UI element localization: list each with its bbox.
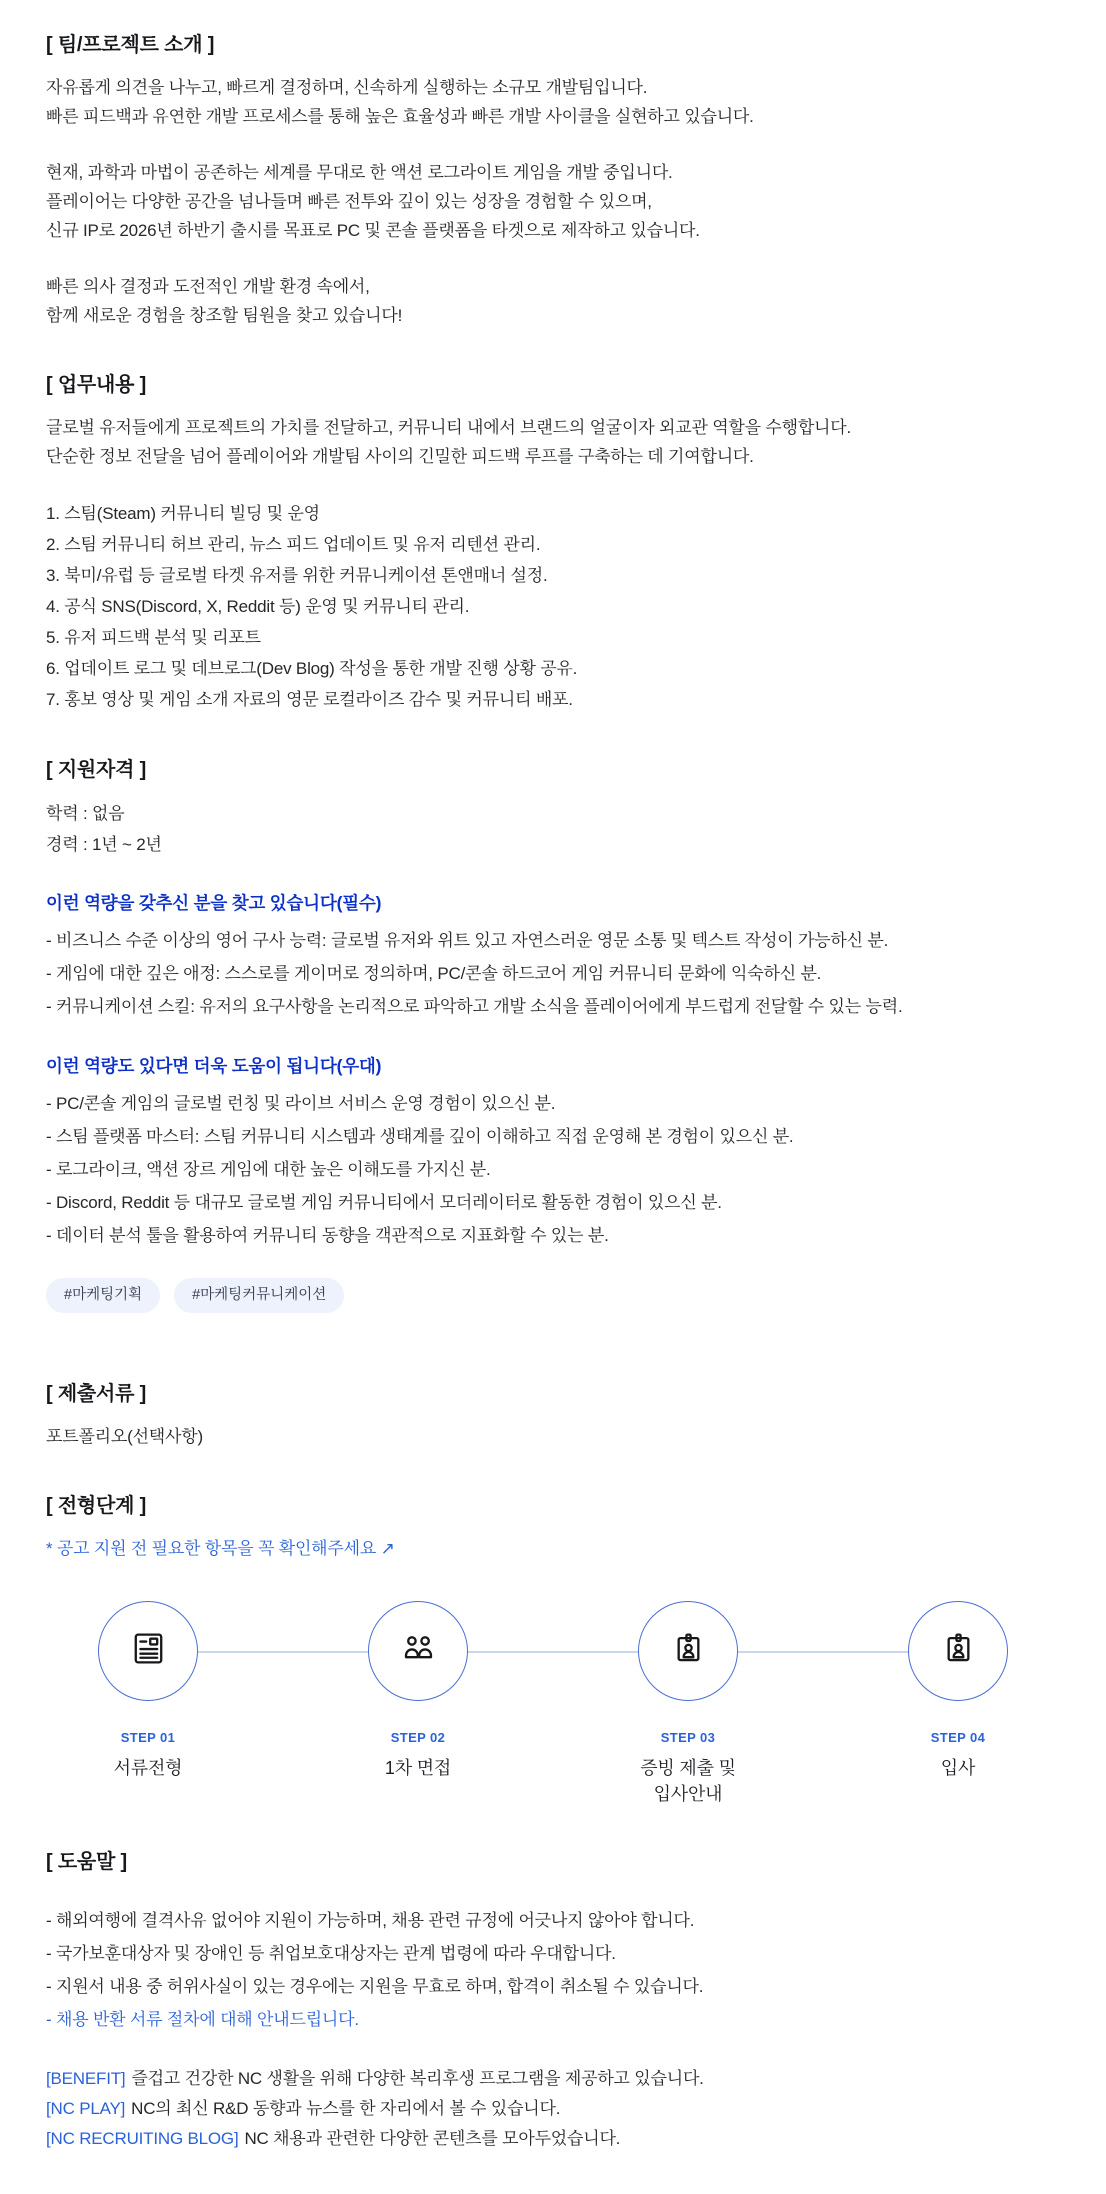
step-circle <box>368 1601 468 1701</box>
duty-item: 1. 스팀(Steam) 커뮤니티 빌딩 및 운영 <box>46 504 320 523</box>
benefit-line <box>46 2064 1060 2094</box>
section-title-duties: [ 업무내용 ] <box>46 374 147 396</box>
step-circle <box>908 1601 1008 1701</box>
help-list <box>46 1904 1060 2036</box>
duty-item: 6. 업데이트 로그 및 데브로그(Dev Blog) 작성을 통한 개발 진행 상황 공유. <box>46 659 578 678</box>
duty-item: 3. 북미/유럽 등 글로벌 타겟 유저를 위한 커뮤니케이션 톤앤매너 설정. <box>46 566 548 585</box>
required-skills-heading: 이런 역량을 갖추신 분을 찾고 있습니다(필수) <box>46 893 382 913</box>
duties-lead <box>46 413 1060 471</box>
required-skill-item: - 커뮤니케이션 스킬: 유저의 요구사항을 논리적으로 파악하고 개발 소식을 플레이어에게 부드럽게 전달할 수 있는 능력. <box>46 997 903 1016</box>
intro-paragraph-1 <box>46 73 1060 131</box>
preferred-skill-item: - PC/콘솔 게임의 글로벌 런칭 및 라이브 서비스 운영 경험이 있으신 분. <box>46 1094 556 1113</box>
body-line: 글로벌 유저들에게 프로젝트의 가치를 전달하고, 커뮤니티 내에서 브랜드의 얼굴이자 외교관 역할을 수행합니다. <box>46 418 852 437</box>
career-requirement: 경력 : 1년 ~ 2년 <box>46 835 162 854</box>
preferred-skill-item: - Discord, Reddit 등 대규모 글로벌 게임 커뮤니티에서 모더레이터로 활동한 경험이 있으신 분. <box>46 1193 722 1212</box>
body-line: 빠른 의사 결정과 도전적인 개발 환경 속에서, <box>46 277 370 296</box>
step-circle <box>638 1601 738 1701</box>
body-line: 단순한 정보 전달을 넘어 플레이어와 개발팀 사이의 긴밀한 피드백 루프를 구축하는 데 기여합니다. <box>46 447 754 466</box>
preferred-skill-item: - 로그라이크, 액션 장르 게임에 대한 높은 이해도를 가지신 분. <box>46 1160 491 1179</box>
bottom-links <box>46 2064 1060 2154</box>
duty-item: 5. 유저 피드백 분석 및 리포트 <box>46 628 261 647</box>
process-steps <box>46 1601 1060 1807</box>
step-first-interview <box>316 1601 520 1807</box>
preferred-skills-heading: 이런 역량도 있다면 더욱 도움이 됩니다(우대) <box>46 1056 382 1076</box>
tag-marketing-planning[interactable]: #마케팅기획 <box>46 1278 160 1313</box>
step-label: 입사 <box>940 1757 976 1778</box>
nc-recruiting-blog-line <box>46 2124 1060 2154</box>
step-joining <box>856 1601 1060 1807</box>
education-requirement: 학력 : 없음 <box>46 804 125 823</box>
preferred-skill-item: - 스팀 플랫폼 마스터: 스팀 커뮤니티 시스템과 생태계를 깊이 이해하고 직접 운영해 본 경험이 있으신 분. <box>46 1127 794 1146</box>
documents-content: 포트폴리오(선택사항) <box>46 1426 203 1446</box>
body-line: 함께 새로운 경험을 창조할 팀원을 찾고 있습니다! <box>46 306 403 325</box>
preferred-skills-list <box>46 1087 1060 1252</box>
document-return-link[interactable]: - 채용 반환 서류 절차에 대해 안내드립니다. <box>46 2009 359 2029</box>
step-number: STEP 03 <box>660 1729 716 1745</box>
help-item: - 해외여행에 결격사유 없어야 지원이 가능하며, 채용 관련 규정에 어긋나지 않아야 합니다. <box>46 1910 695 1930</box>
duty-item: 7. 홍보 영상 및 게임 소개 자료의 영문 로컬라이즈 감수 및 커뮤니티 배포. <box>46 690 573 709</box>
step-label: 1차 면접 <box>384 1757 452 1778</box>
tag-marketing-communication[interactable]: #마케팅커뮤니케이션 <box>174 1278 344 1313</box>
body-line: 플레이어는 다양한 공간을 넘나들며 빠른 전투와 깊이 있는 성장을 경험할 수 있으며, <box>46 192 652 211</box>
step-number: STEP 02 <box>390 1729 446 1745</box>
nc-recruiting-blog-text: NC 채용과 관련한 다양한 콘텐츠를 모아두었습니다. <box>244 2128 621 2148</box>
duties-list <box>46 498 1060 715</box>
id-card-icon <box>940 1630 977 1672</box>
apply-notice-link[interactable]: * 공고 지원 전 필요한 항목을 꼭 확인해주세요 ↗ <box>46 1538 395 1558</box>
required-skill-item: - 게임에 대한 깊은 애정: 스스로를 게이머로 정의하며, PC/콘솔 하드코어 게임 커뮤니티 문화에 익숙하신 분. <box>46 964 822 983</box>
body-line: 신규 IP로 2026년 하반기 출시를 목표로 PC 및 콘솔 플랫폼을 타겟으로 제작하고 있습니다. <box>46 221 700 240</box>
section-title-team-intro: [ 팀/프로젝트 소개 ] <box>46 34 215 56</box>
body-line: 현재, 과학과 마법이 공존하는 세계를 무대로 한 액션 로그라이트 게임을 개발 중입니다. <box>46 163 673 182</box>
people-icon <box>400 1630 437 1672</box>
step-number: STEP 01 <box>120 1729 176 1745</box>
step-number: STEP 04 <box>930 1729 986 1745</box>
intro-paragraph-2 <box>46 158 1060 245</box>
step-circle <box>98 1601 198 1701</box>
section-title-help: [ 도움말 ] <box>46 1850 127 1873</box>
duty-item: 2. 스팀 커뮤니티 허브 관리, 뉴스 피드 업데이트 및 유저 리텐션 관리. <box>46 535 541 554</box>
section-title-qualification: [ 지원자격 ] <box>46 759 147 781</box>
section-title-process: [ 전형단계 ] <box>46 1494 147 1517</box>
nc-play-link[interactable]: [NC PLAY] <box>46 2098 126 2118</box>
help-item: - 국가보훈대상자 및 장애인 등 취업보호대상자는 관계 법령에 따라 우대합니다. <box>46 1943 616 1963</box>
preferred-skill-item: - 데이터 분석 툴을 활용하여 커뮤니티 동향을 객관적으로 지표화할 수 있는 분. <box>46 1226 609 1245</box>
nc-play-text: NC의 최신 R&D 동향과 뉴스를 한 자리에서 볼 수 있습니다. <box>131 2098 561 2118</box>
step-label: 증빙 제출 및 입사안내 <box>640 1757 736 1804</box>
step-label: 서류전형 <box>113 1757 183 1778</box>
intro-paragraph-3 <box>46 272 1060 330</box>
required-skills-list <box>46 924 1060 1023</box>
body-line: 빠른 피드백과 유연한 개발 프로세스를 통해 높은 효율성과 빠른 개발 사이클을 실현하고 있습니다. <box>46 107 754 126</box>
benefit-link[interactable]: [BENEFIT] <box>46 2068 126 2088</box>
step-document-screening <box>46 1601 250 1807</box>
nc-recruiting-blog-link[interactable]: [NC RECRUITING BLOG] <box>46 2128 239 2148</box>
nc-play-line <box>46 2094 1060 2124</box>
help-item: - 지원서 내용 중 허위사실이 있는 경우에는 지원을 무효로 하며, 합격이 취소될 수 있습니다. <box>46 1976 704 1996</box>
resume-icon <box>130 1630 167 1672</box>
required-skill-item: - 비즈니스 수준 이상의 영어 구사 능력: 글로벌 유저와 위트 있고 자연스러운 영문 소통 및 텍스트 작성이 가능하신 분. <box>46 931 889 950</box>
section-title-documents: [ 제출서류 ] <box>46 1382 147 1405</box>
tag-list <box>46 1278 1060 1313</box>
benefit-text: 즐겁고 건강한 NC 생활을 위해 다양한 복리후생 프로그램을 제공하고 있습니다. <box>131 2068 704 2088</box>
body-line: 자유롭게 의견을 나누고, 빠르게 결정하며, 신속하게 실행하는 소규모 개발팀입니다. <box>46 78 648 97</box>
duty-item: 4. 공식 SNS(Discord, X, Reddit 등) 운영 및 커뮤니티 관리. <box>46 597 470 616</box>
step-connector-line <box>148 1651 958 1653</box>
step-proof-submission <box>586 1601 790 1807</box>
id-card-icon <box>670 1630 707 1672</box>
